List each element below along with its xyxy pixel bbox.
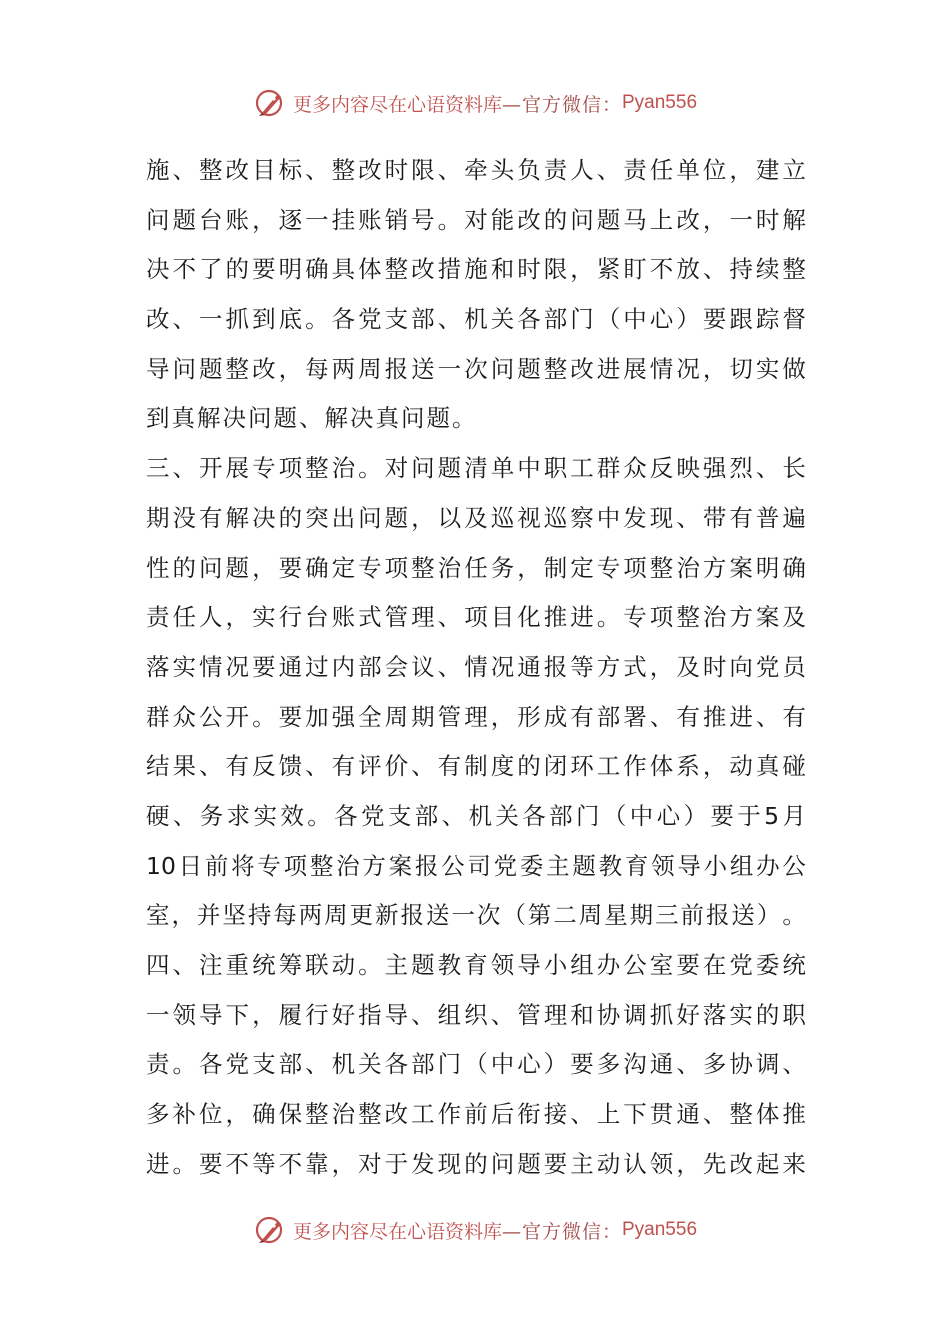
- document-body: [146, 146, 806, 1189]
- text-line: 三 、 开 展 专 项 整 治 。 对 问 题 清 单 中 职 工 群 众 反 映 强 烈 、 长: [146, 454, 806, 483]
- text-line: 10 日 前 将 专 项 整 治 方 案 报 公 司 党 委 主 题 教 育 领 导 小 组 办 公: [146, 851, 806, 880]
- text-line: 改 、 一 抓 到 底 。 各 党 支 部 、 机 关 各 部 门 （ 中 心 ） 要 跟 踪 督: [146, 305, 806, 334]
- text-line: 室 ， 并 坚 持 每 两 周 更 新 报 送 一 次 （ 第 二 周 星 期 三 前 报 送 ） 。: [146, 901, 806, 930]
- text-line: 进 。 要 不 等 不 靠 ， 对 于 发 现 的 问 题 要 主 动 认 领 ， 先 改 起 来: [146, 1149, 806, 1178]
- text-line: 导 问 题 整 改 ， 每 两 周 报 送 一 次 问 题 整 改 进 展 情 况 ， 切 实 做: [146, 354, 806, 383]
- watermark-text-b: —官方微信：: [501, 93, 622, 116]
- watermark-footer: [0, 1210, 950, 1250]
- text-line: 结 果 、 有 反 馈 、 有 评 价 、 有 制 度 的 闭 环 工 作 体 系 ， 动 真 碰: [146, 752, 806, 781]
- watermark-text-b: —官方微信：: [501, 1220, 622, 1243]
- text-line: 期 没 有 解 决 的 突 出 问 题 ， 以 及 巡 视 巡 察 中 发 现 、 带 有 普 遍: [146, 503, 806, 532]
- text-line: 群 众 公 开 。 要 加 强 全 周 期 管 理 ， 形 成 有 部 署 、 有 推 进 、 有: [146, 702, 806, 731]
- watermark-text-c: Pyan556: [622, 92, 698, 113]
- watermark-text-c: Pyan556: [622, 1219, 698, 1240]
- watermark-text-a: 更多内容尽在心语资料库: [292, 93, 502, 116]
- pen-nib-logo-icon: [253, 1213, 287, 1247]
- watermark-header: [0, 83, 950, 123]
- text-line: 多 补 位 ， 确 保 整 治 整 改 工 作 前 后 衔 接 、 上 下 贯 通 、 整 体 推: [146, 1100, 806, 1129]
- watermark-text: [293, 90, 697, 117]
- text-line: 决 不 了 的 要 明 确 具 体 整 改 措 施 和 时 限 ， 紧 盯 不 放 、 持 续 整: [146, 255, 806, 284]
- text-line: 一 领 导 下 ， 履 行 好 指 导 、 组 织 、 管 理 和 协 调 抓 好 落 实 的 职: [146, 1000, 806, 1029]
- text-line: 问 题 台 账 ， 逐 一 挂 账 销 号 。 对 能 改 的 问 题 马 上 改 ， 一 时 解: [146, 205, 806, 234]
- text-line: 到真解决问题、解决真问题。: [146, 404, 478, 433]
- text-line: 四 、 注 重 统 筹 联 动 。 主 题 教 育 领 导 小 组 办 公 室 要 在 党 委 统: [146, 951, 806, 979]
- text-line: 施 、 整 改 目 标 、 整 改 时 限 、 牵 头 负 责 人 、 责 任 单 位 ， 建 立: [146, 156, 806, 184]
- text-line: 性 的 问 题 ， 要 确 定 专 项 整 治 任 务 ， 制 定 专 项 整 治 方 案 明 确: [146, 553, 806, 582]
- watermark-text: [293, 1217, 697, 1244]
- text-line: 落 实 情 况 要 通 过 内 部 会 议 、 情 况 通 报 等 方 式 ， 及 时 向 党 员: [146, 652, 806, 681]
- text-line: 责 。 各 党 支 部 、 机 关 各 部 门 （ 中 心 ） 要 多 沟 通 、 多 协 调 、: [146, 1050, 806, 1079]
- pen-nib-logo-icon: [253, 86, 287, 120]
- watermark-text-a: 更多内容尽在心语资料库: [292, 1220, 502, 1243]
- text-line: 责 任 人 ， 实 行 台 账 式 管 理 、 项 目 化 推 进 。 专 项 整 治 方 案 及: [146, 603, 806, 632]
- text-line: 硬 、 务 求 实 效 。 各 党 支 部 、 机 关 各 部 门 （ 中 心 ） 要 于 5 月: [146, 801, 806, 830]
